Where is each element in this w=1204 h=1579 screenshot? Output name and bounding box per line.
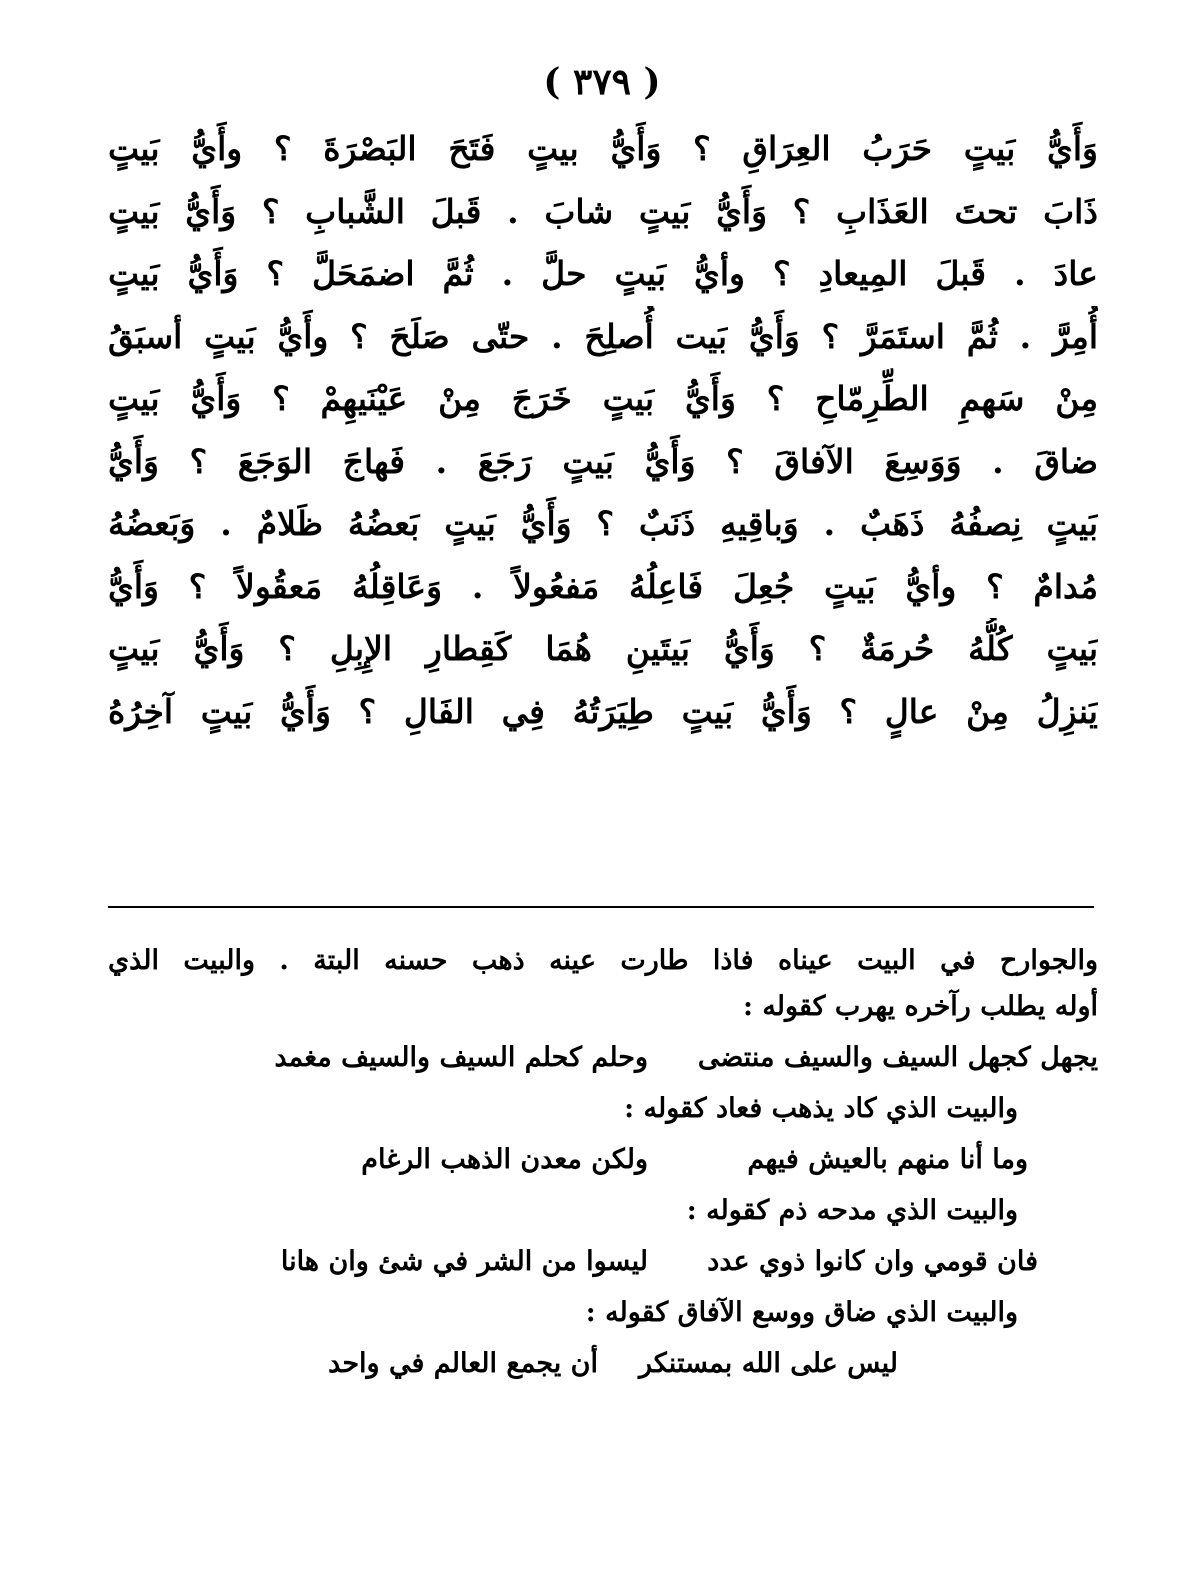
main-line: أُمِرَّ . ثُمَّ استَمَرَّ ؟ وَأَيُّ بَيت أُصلِحَ . حتّى صَلَحَ ؟ وأَيُّ بَيتٍ أسبَقُ (108, 316, 1098, 356)
verse-first-hemistich: ليس على الله بمستنكر (638, 1348, 898, 1379)
footnote-line: والبيت الذي كاد يذهب فعاد كقوله : (624, 1093, 1018, 1124)
verse-first-hemistich: فان قومي وان كانوا ذوي عدد (707, 1246, 1038, 1277)
main-text-block (108, 118, 1098, 743)
main-line: ذَابَ تحتَ العَذَابِ ؟ وَأَيُّ بَيتٍ شابَ . قَبلَ الشَّبابِ ؟ وَأَيُّ بَيتٍ (108, 191, 1098, 231)
footnote-divider (108, 906, 1094, 908)
footnote-line: والبيت الذي مدحه ذم كقوله : (686, 1195, 1018, 1226)
verse-second-hemistich: ليسوا من الشر في شئ وان هانا (280, 1246, 648, 1277)
footnote-line: أوله يطلب رآخره يهرب كقوله : (742, 991, 1098, 1022)
main-line: يَنزِلُ مِنْ عالٍ ؟ وَأَيُّ بَيتٍ طِيَرَتُهُ فِي الفَالِ ؟ وَأَيُّ بَيتٍ آخِرُهُ (108, 691, 1098, 731)
main-line: عادَ . قَبلَ المِيعادِ ؟ وأيُّ بَيتٍ حلَّ . ثُمَّ اضمَحَلَّ ؟ وَأَيُّ بَيتٍ (108, 254, 1098, 293)
verse-second-hemistich: ولكن معدن الذهب الرغام (361, 1144, 648, 1175)
footnote-line: والبيت الذي ضاق ووسع الآفاق كقوله : (585, 1297, 1018, 1328)
main-line: وَأَيُّ بَيتٍ حَرَبُ العِرَاقِ ؟ وَأَيُّ بيتٍ فَتَحَ البَصْرَةَ ؟ وأَيُّ بَيتٍ (108, 129, 1098, 168)
verse-line (108, 1234, 1098, 1290)
main-line: بَيتٍ كُلُّهُ حُرمَةٌ ؟ وَأَيُّ بَيتَينِ هُمَا كَقِطارِ الإِبِلِ ؟ وَأَيُّ بَيتٍ (108, 629, 1098, 668)
verse-second-hemistich: وحلم كحلم السيف والسيف مغمد (274, 1042, 648, 1073)
main-line: مُدامٌ ؟ وأيُّ بَيتٍ جُعِلَ فَاعِلُهُ مَفعُولاً . وَعَاقِلُهُ مَعقُولاً ؟ وَأَيُّ (108, 566, 1098, 606)
verse-first-hemistich: وما أنا منهم بالعيش فيهم (747, 1144, 1028, 1175)
verse-second-hemistich: أن يجمع العالم في واحد (328, 1348, 598, 1379)
verse-line (108, 1336, 1098, 1392)
main-line: ضاقَ . وَوَسِعَ الآفاقَ ؟ وَأَيُّ بَيتٍ رَجَعَ . فَهاجَ الوَجَعَ ؟ وَأَيُّ (108, 441, 1098, 481)
footnote-line: والجوارح في البيت عيناه فاذا طارت عينه ذهب حسنه البتة . والبيت الذي (108, 945, 1098, 976)
verse-line (108, 1132, 1098, 1188)
verse-line (108, 1030, 1098, 1086)
main-line: مِنْ سَهمِ الطِّرِمّاحِ ؟ وَأَيُّ بَيتٍ خَرَجَ مِنْ عَيْنَيهِمْ ؟ وَأَيُّ بَيتٍ (108, 379, 1098, 418)
page-number: ( ٣٧٩ ) (543, 61, 661, 103)
verse-first-hemistich: يجهل كجهل السيف والسيف منتضى (697, 1042, 1098, 1073)
footnotes-block (108, 938, 1098, 1392)
main-line: بَيتٍ نِصفُهُ ذَهَبٌ . وَباقِيهِ ذَنَبٌ ؟ وَأَيُّ بَيتٍ بَعضُهُ ظَلامٌ . وَبَعضُهُ (108, 504, 1098, 543)
